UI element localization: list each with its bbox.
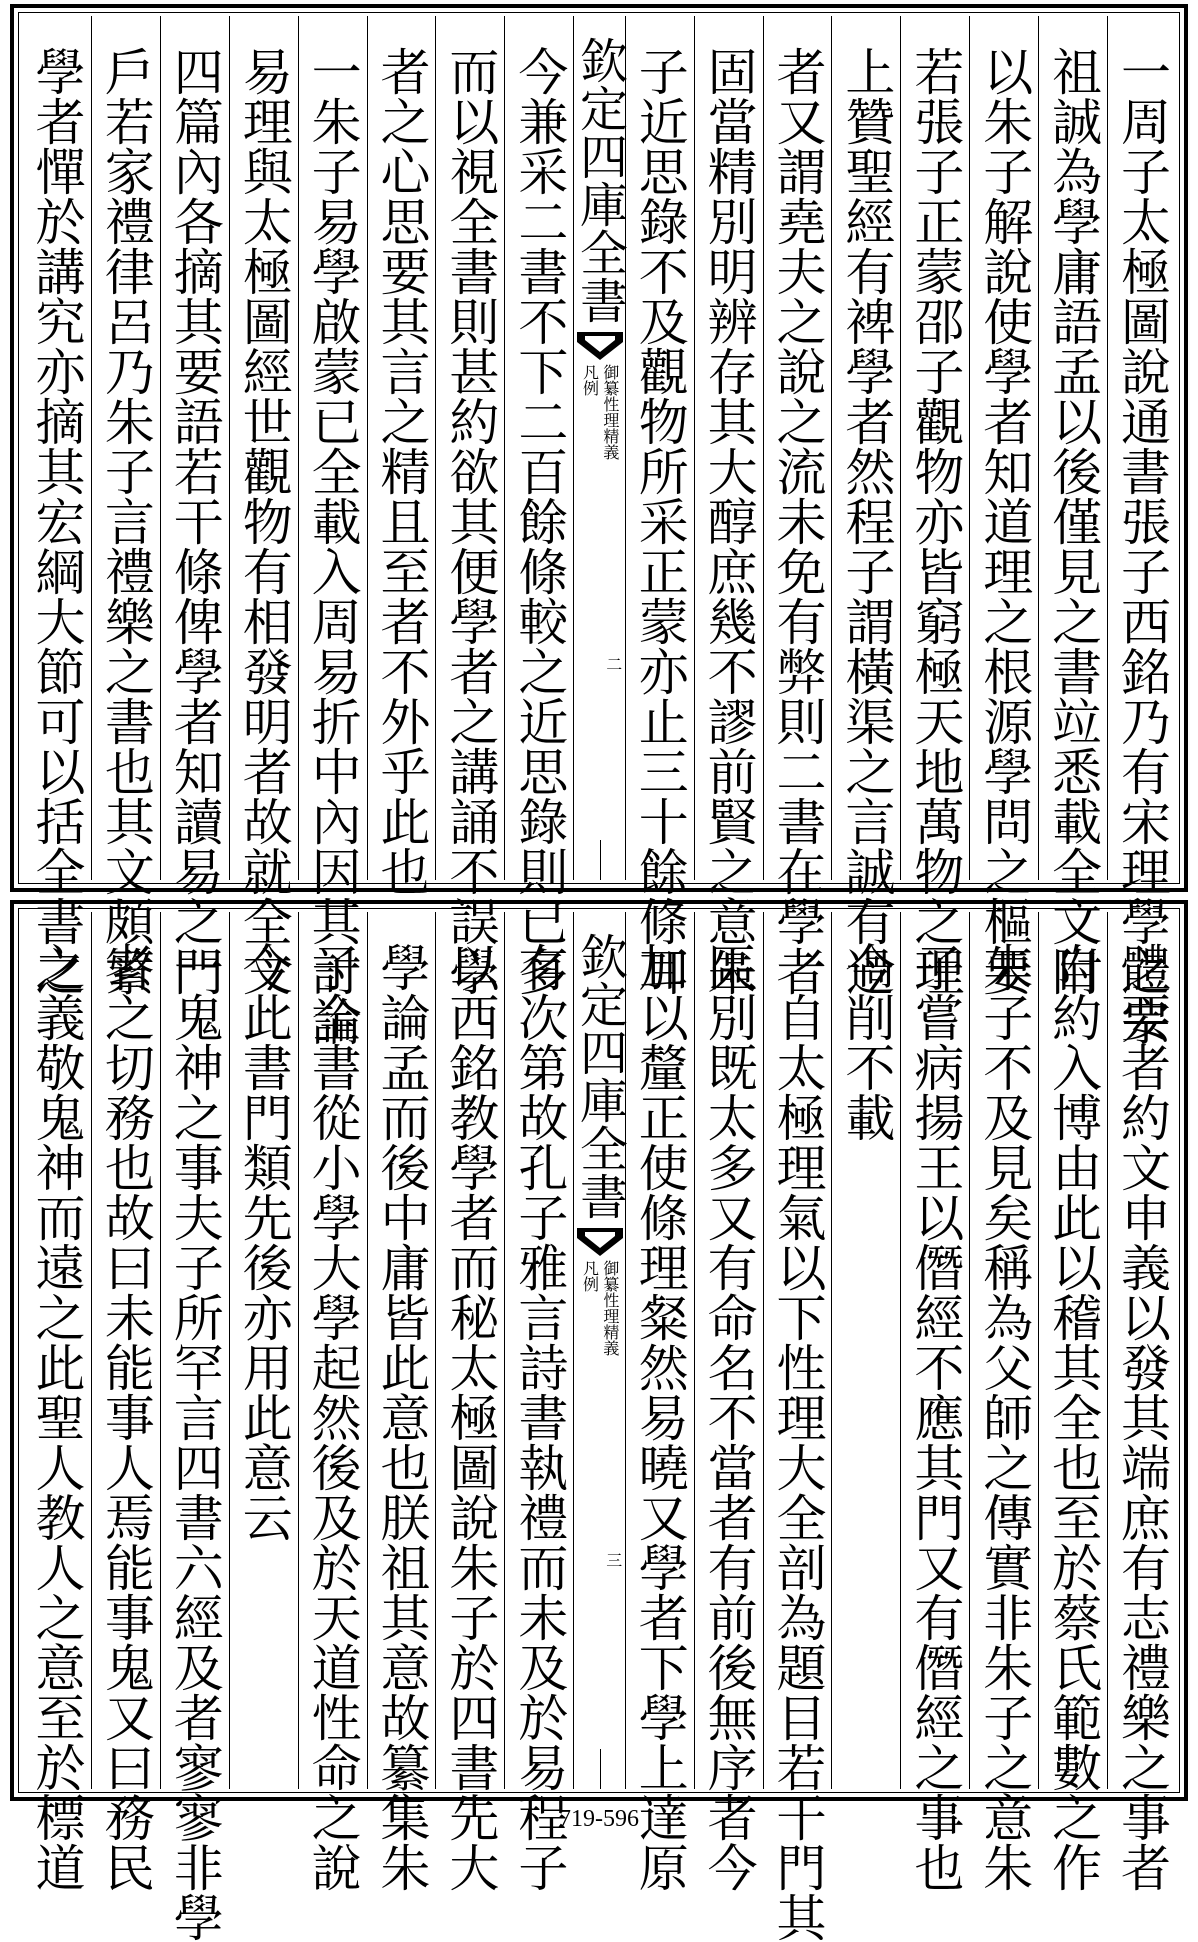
text-column: 體要者約文申義以發其端庶有志禮樂之事者 bbox=[1107, 912, 1176, 1789]
text-column: 以朱子解說使學者知道理之根源學問之樞要 bbox=[969, 16, 1038, 880]
text-column: 朱子不及見矣稱為父師之傳實非朱子之意朱 bbox=[969, 912, 1038, 1789]
book-title: 御纂性理精義 bbox=[600, 364, 620, 460]
fold-line bbox=[600, 840, 601, 880]
text-column: 之義敬鬼神而遠之此聖人教人之意至於標道 bbox=[27, 942, 86, 1892]
text-column: 區別既太多又有命名不當者有前後無序者今 bbox=[694, 912, 763, 1789]
fold-line bbox=[600, 1749, 601, 1789]
text-column: 上贊聖經有裨學者然程子謂橫渠之言誠有過 bbox=[831, 16, 900, 880]
book-title: 御纂性理精義 bbox=[600, 1260, 620, 1356]
text-column: 今削不載 bbox=[831, 912, 900, 1789]
center-fold-column bbox=[571, 912, 628, 1789]
center-fold-column bbox=[571, 16, 628, 880]
section-label: 凡例 bbox=[580, 1260, 600, 1292]
text-column: 而以視全書則甚約欲其便學者之講誦不誤學 bbox=[435, 16, 504, 880]
text-column: 易理與太極圖經世觀物有相發明者故就全文 bbox=[229, 16, 298, 880]
text-column: 戶若家禮律呂乃朱子言禮樂之書也其文頗繁 bbox=[91, 16, 160, 880]
text-column: 一朱子易學啟蒙已全載入周易折中內因其討論 bbox=[298, 16, 367, 880]
book-info bbox=[580, 1260, 619, 1356]
text-column: 今兼采二書不下二百餘條較之近思錄則已多 bbox=[504, 16, 573, 880]
section-label: 凡例 bbox=[580, 364, 600, 396]
text-column: 者之切務也故曰未能事人焉能事鬼又曰務民 bbox=[91, 912, 160, 1789]
collection-title: 欽定四庫全書 bbox=[571, 932, 628, 1220]
fishtail-mark-icon bbox=[577, 332, 623, 360]
text-column: 一自太極理氣以下性理大全剖為題目若干門其 bbox=[763, 912, 832, 1789]
text-column: 祖誠為學庸語孟以後僅見之書竝悉載全文附 bbox=[1038, 16, 1107, 880]
collection-title: 欽定四庫全書 bbox=[571, 36, 628, 324]
text-column: 子近思錄不及觀物所采正蒙亦止三十餘條耳 bbox=[625, 16, 694, 880]
text-column: 有次第故孔子雅言詩書執禮而未及於易程子 bbox=[504, 912, 573, 1789]
text-column: 學者憚於講究亦摘其宏綱大節可以括全書之 bbox=[27, 46, 86, 996]
text-column: 固當精別明辨存其大醇庶幾不謬前賢之意朱 bbox=[694, 16, 763, 880]
text-column: 子嘗病揚王以僭經不應其門又有僭經之事也 bbox=[900, 912, 969, 1789]
text-column: 子全書從小學大學起然後及於天道性命之說 bbox=[298, 912, 367, 1789]
book-info bbox=[580, 364, 619, 460]
text-column: 若張子正蒙邵子觀物亦皆窮極天地萬物之理 bbox=[900, 16, 969, 880]
text-column: 以西銘教學者而秘太極圖說朱子於四書先大 bbox=[435, 912, 504, 1789]
text-column: 今此書門類先後亦用此意云 bbox=[229, 912, 298, 1789]
text-column: 四篇內各摘其要語若干條俾學者知讀易之門 bbox=[160, 16, 229, 880]
page-number: 三 bbox=[603, 1552, 623, 1568]
text-column: 學論孟而後中庸皆此意也朕祖其意故纂集朱 bbox=[367, 912, 436, 1789]
text-column: 一周子太極圖說通書張子西銘乃有宋理學之宗 bbox=[1107, 16, 1176, 880]
page-number: 二 bbox=[603, 656, 623, 672]
text-column: 一鬼神之事夫子所罕言四書六經及者寥寥非學 bbox=[160, 912, 229, 1789]
text-column: 者之心思要其言之精且至者不外乎此也 bbox=[367, 16, 436, 880]
text-column: 者又謂堯夫之說之流未免有弊則二書在學者 bbox=[763, 16, 832, 880]
page-footer-number: 719-596 bbox=[559, 1806, 639, 1832]
text-column: 加以釐正使條理粲然易曉又學者下學上達原 bbox=[625, 912, 694, 1789]
fishtail-mark-icon bbox=[577, 1228, 623, 1256]
text-column: 自約入博由此以稽其全也至於蔡氏範數之作 bbox=[1038, 912, 1107, 1789]
